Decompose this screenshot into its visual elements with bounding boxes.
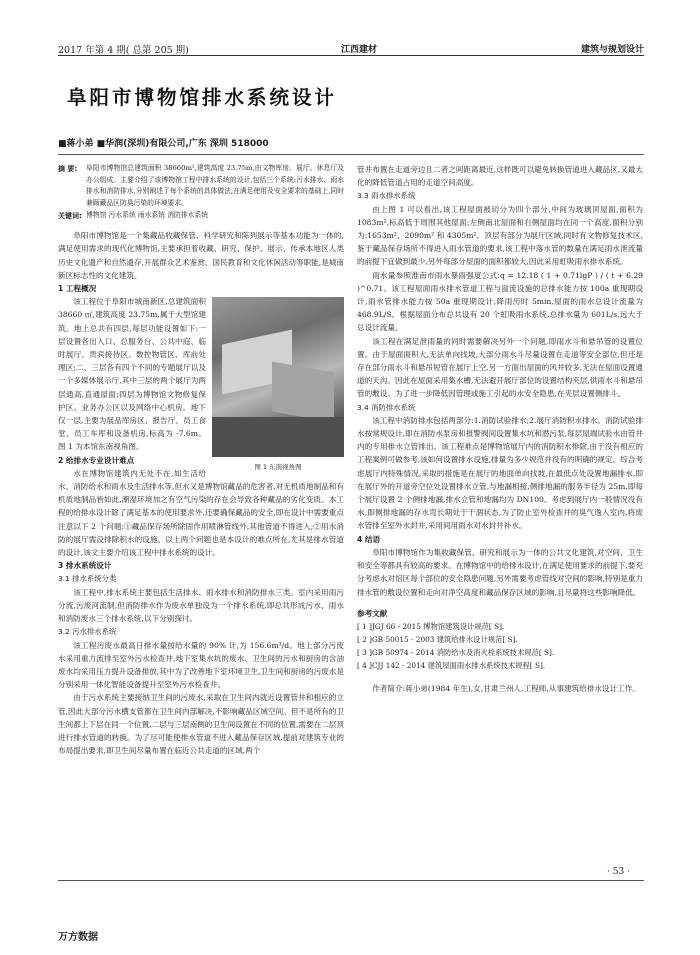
- conclusion-paragraph: 阜阳市博物馆作为集收藏保管、研究和展示为一体的公共文化建筑,对空间、卫生和安全等都具有较高的要求。在博物馆中的给排水设计,在满足使用要求的前提下,要充分考虑水对馆区每个部位的安全隐患问题,另外需要考虑管线对空间的影响,特别是重力排水管的敷设位置和走向对净空高度和藏品保存区域的影响,且尽量将这些影响降低。: [357, 547, 643, 597]
- subsection-heading-3-3: 3.3 雨水排水系统: [357, 191, 416, 201]
- references-heading: 参考文献: [357, 608, 388, 618]
- left-column: [58, 163, 344, 757]
- difficulty-paragraph: 水在博物馆建筑内无处不在,如生活给水、消防给水和雨水及生活排水等,但水又是博物馆藏品的危害者,对无机质地制品和有机质地制品皆如此,潮湿环境加之有空气污染的存在会导致各种藏品的劣化变质。本工程的给排水设计除了满足基本的使用要求外,还要确保藏品的安全,即在设计中需要重点注意以下 2 个问题:①藏品保存场所除固作用喷淋管线外,其他管道不得进入;②用水消防的展厅需设排除积水的设施。以上两个问题也是本设计的难点所在,尤其是排水管道的设计,该文主要介绍该工程中排水系统的设计。: [58, 468, 344, 558]
- journal-issue: 2017 年第 4 期( 总第 205 期): [58, 45, 189, 56]
- footer-divider: [58, 880, 644, 881]
- sewage-paragraph-2: 由于污水系统主要接纳卫生间的污废水,采取在卫生间内就近设置管井和相应的立管,因此大部分污水横支管都在卫生间内部解决,不影响藏品区域空间。但不是所有的卫生间都上下层在同一个位置,二层与三层南侧的卫生间设置在不同的位置,需要在二层顶进行排水管道的转换。为了尽可能使排水管道不进入藏品保存区域,提前对建筑专业的布局提出要求,即卫生间尽量布置在临近公共走道的区域,两个: [58, 693, 344, 756]
- keywords-label: 关键词:: [58, 212, 82, 220]
- intro-paragraph: 阜阳市博物馆是一个集藏品收藏保管、科学研究和陈列展示等基本功能为一体的,满足使用需求的现代化博物馆,主要承担着收藏、研究、保护、展示、传承本地区人类历史文化遗产和自然遗存,开展群众艺术鉴赏、国民教育和文化休闲活动等职能,是城南新区标志性的文化建筑。: [58, 231, 344, 280]
- rain-paragraph-1: 由上图 1 可以看出,该工程屋面被切分为四个部分,中间为玻璃顶屋面,面积为 1083m²,标高低于周围其他屋面;左侧南北屋面和右侧屋面均在同一个高度,面积分别为:1653m²、2090m² 和 4305m²。顶层有部分为展厅区域,同时有文物修复技术区,鉴于藏品保存场所不得进入雨水管道的要求,该工程中落水管的数量在满足雨水泄流量的前提下宜做到最少,另外每部分屋面的面积都较大,因此采用虹吸雨水排水系统。: [357, 204, 643, 267]
- reference-item: [ 1 ]JGJ 66 - 2015 博物馆建筑设计规范[ S].: [357, 621, 505, 631]
- section-heading-2: 2 给排水专业设计难点: [58, 455, 135, 465]
- abstract-text: 阜阳市博物馆总建筑面积 38660m²,建筑高度 23.75m,由文物库房、展厅、休息厅及办公组成。主要介绍了该博物馆工程中排水系统的设计,包括三个系统:污水排水、雨水排水和消防排水,分别阐述了每个系统的具体做法,在满足使用及安全要求的基础上,同时兼顾藏品区防臭污染的环境要求。: [86, 164, 344, 207]
- title-divider: [58, 154, 644, 155]
- subsection-heading-3-2: 3.2 污水排水系统: [58, 627, 117, 637]
- subsection-heading-3-4: 3.4 消防排水系统: [357, 402, 416, 412]
- rain-paragraph-2: 雨水量参照淮南市雨水暴雨强度公式:q = 12.18 ( 1 + 0.71lgP ) / ( t + 6.29 )^0.71。该工程屋面雨水排水管道工程与溢流设施的总排水能力按 100a 重现期设计,雨水管排水能力按 50a 重现期设计,降雨历时 5min,屋面的雨水总设计流量为 468.9L/S。根据屋面分布总共设有 20 个虹吸雨水系统,总排水量为 601L/s,远大于总设计流量。: [357, 270, 643, 333]
- sewage-paragraph-1: 该工程污废水最高日排水量按给水量的 90% 计,为 156.6m³/d。地上部分污废水采用重力流排至室外污水检查井,地下室集水坑的废水、卫生间的污水和厨房的含油废水均采用压力提升设备排放,其中为了改善地下室环境卫生,卫生间和厨房的污废水是分别采用一体化智能设备提升至室外污水检查井。: [58, 640, 344, 690]
- figure-caption: 图 1 东南视角图: [254, 463, 302, 472]
- rain-paragraph-3: 该工程在满足泄雨量的同时需要解决另外一个问题,即雨水斗和悬吊管的设置位置。由于屋面面积大,无法单向找坡,大部分雨水斗尽量设置在走道等安全部位,但还是存在部分雨水斗和悬吊短管在展厅上空,另一方面出屋面的风井较多,无法在屋面设置通道的天沟。因此在屋面采用集水槽,无法避开展厅部位的设置结构夹层,供雨水斗和悬吊管的敷设。为了进一步降低因管理或施工引起的水安全隐患,在夹层设置侧排斗。: [357, 336, 643, 399]
- section-heading-1: 1 工程概况: [58, 284, 97, 294]
- article-title: 阜阳市博物馆排水系统设计: [67, 86, 338, 109]
- reference-item: [ 3 ]GB 50974 - 2014 消防给水及消火栓系统技术规范[ S].: [357, 647, 555, 657]
- museum-photo: [212, 297, 344, 457]
- section-name: 建筑与规划设计: [580, 45, 644, 55]
- author-line: ■蒋小弟 ■华润(深圳)有限公司,广东 深圳 518000: [58, 139, 269, 149]
- reference-item: [ 4 ]CJJ 142 - 2014 建筑屋面雨水排水系统技术规程[ S].: [357, 660, 546, 670]
- fire-drain-paragraph: 该工程中消防排水包括两部分:1.消防试验排水;2.展厅消防积水排水。消防试验排水按常规设计,即在消防水泵房和报警阀间设置集水坑和潜污泵,每层屋端试验水由管井内的专用排水立管排出。该工程难点是博物馆展厅内的消防积水排除,由于没有相应的工程案例可做参考,该如何设置排水设施,排量为多少规范并没有的明确的规定。综合考虑展厅内特殊情况,采取的措施是在展厅的地面单向找坡,在最低点处设置地漏排水,即在展厅外的开道旁空位处设置排水立管,与地漏相接,侧排地漏的服务半径为 25m,即每个展厅设置 2 个侧排地漏,排水立管和地漏均为 DN100。考虑到展厅内一般情况没有水,即侧排地漏的存水弯长期处于干涸状态,为了防止室外检查井的臭气逸入室内,将废水管排至室外水封井,采用间用雨水对水封井补水。: [357, 415, 643, 531]
- reference-item: [ 2 ]GB 50015 - 2003 建筑给排水设计规范[ S].: [357, 634, 518, 644]
- section-heading-4: 4 结语: [357, 534, 381, 544]
- figure-1: [212, 297, 344, 475]
- continued-paragraph: 管井布置在走道旁边且二者之间距离最近,这样既可以避免转换管道进入藏品区,又最大化的降低管道占用的走道空间高度。: [357, 165, 643, 188]
- subsection-heading-3-1: 3.1 排水系统分类: [58, 574, 117, 584]
- wanfang-watermark: 万方数据: [58, 932, 98, 943]
- page-number: · 53 ·: [607, 867, 630, 877]
- journal-name: 江西建材: [341, 45, 378, 55]
- abstract-label: 摘 要:: [58, 165, 78, 173]
- running-header: [58, 40, 644, 56]
- keywords-text: 博物馆 污水系统 雨水系统 消防排水系统: [86, 211, 209, 219]
- section-heading-3: 3 排水系统设计: [58, 561, 112, 571]
- classification-paragraph: 该工程中,排水系统主要包括生活排水、雨水排水和消防排水三类。室内采用雨污分流,污废河流制,但消防排水作为废水单独设为一个排水系统,即总共形成污水、雨水和消防废水三个排水系统,以下分别探讨。: [58, 587, 344, 624]
- keywords: [58, 210, 344, 223]
- overview-paragraph: 该工程位于阜阳市城南新区,总建筑面积 38660 ㎡,建筑高度 23.75m,属于大型馆建筑。地上总共有四层,每层功能设置如下:一层设置各出入口、总服务台、公共中庭、临时展厅、贵宾接待区、数控物管区、库前处理区;二、三层各有四个不同的专题展厅以及一个多媒体展示厅,其中三层的两个展厅为两层通高,直通屋面;四层为博物馆文物修复保护区、业务办公区以及网络中心机房。地下仅一层,主要为展品库房区、报告厅、员工食堂、员工车库和设备机房,标高为 -7.6m。图 1 为本馆东南视角图。: [58, 297, 206, 452]
- right-column: [357, 163, 643, 695]
- abstract: [58, 163, 344, 209]
- author-bio: 作者简介:蒋小弟(1984 年生),女,甘肃兰州人,工程师,从事建筑给排水设计工作。: [372, 683, 640, 693]
